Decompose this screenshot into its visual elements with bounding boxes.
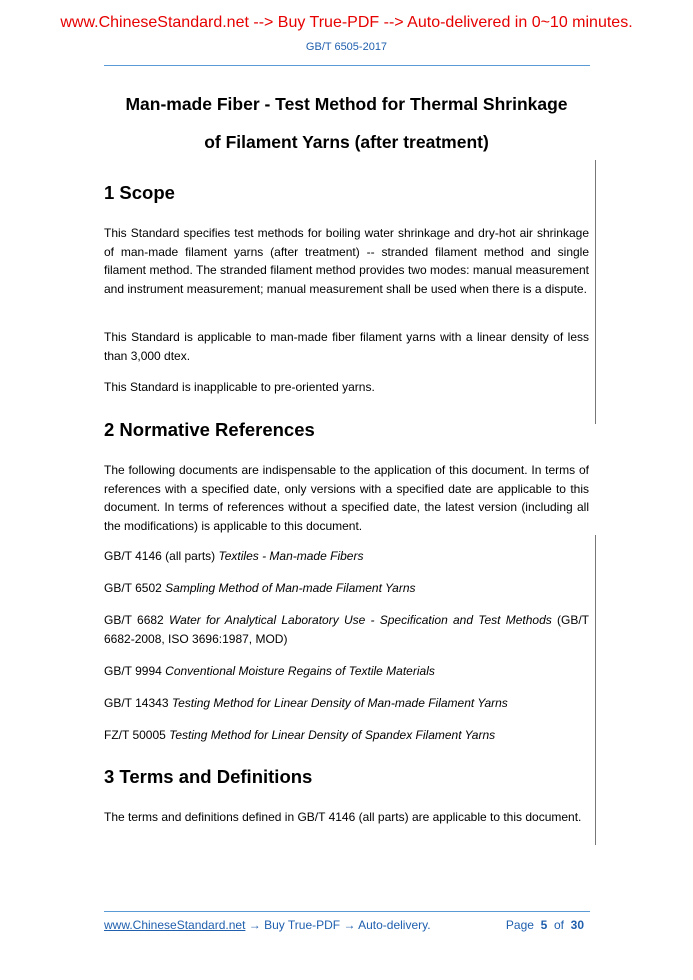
footer-rule bbox=[104, 911, 590, 912]
footer-site-link[interactable]: www.ChineseStandard.net bbox=[104, 918, 246, 932]
reference-item bbox=[104, 662, 589, 681]
section-heading-normative-references: 2 Normative References bbox=[104, 419, 315, 440]
header-rule bbox=[104, 65, 590, 66]
reference-item bbox=[104, 547, 589, 566]
reference-title: Sampling Method of Man-made Filament Yarns bbox=[165, 581, 416, 595]
reference-code: GB/T 9994 bbox=[104, 664, 162, 678]
reference-item bbox=[104, 579, 589, 598]
page-total: 30 bbox=[570, 918, 584, 932]
top-banner[interactable]: www.ChineseStandard.net --> Buy True-PDF --> Auto-delivered in 0~10 minutes. bbox=[60, 14, 633, 31]
section-heading-scope: 1 Scope bbox=[104, 182, 175, 203]
page-current: 5 bbox=[540, 918, 548, 932]
footer bbox=[104, 918, 590, 932]
reference-title: Conventional Moisture Regains of Textile Materials bbox=[165, 664, 435, 678]
scope-paragraph-3: This Standard is inapplicable to pre-oriented yarns. bbox=[104, 380, 375, 394]
revision-bar bbox=[595, 160, 596, 424]
scope-paragraph-2: This Standard is applicable to man-made fiber filament yarns with a linear density of less than 3,000 dtex. bbox=[104, 330, 589, 363]
document-title-line1: Man-made Fiber - Test Method for Thermal Shrinkage bbox=[125, 94, 568, 114]
footer-text: → Buy True-PDF → Auto-delivery. bbox=[245, 918, 431, 932]
page-label: Page bbox=[505, 918, 534, 932]
reference-title: Testing Method for Linear Density of Man-made Filament Yarns bbox=[171, 696, 508, 710]
page-indicator bbox=[506, 918, 584, 932]
references-intro: The following documents are indispensable to the application of this document. In terms of references with a specified date, only versions with a specified date are applicable to this document. In terms of references without a specified date, the latest version (including all the modifications) is applicable to this document. bbox=[104, 463, 589, 533]
reference-item bbox=[104, 611, 589, 648]
reference-title: Water for Analytical Laboratory Use - Specification and Test Methods bbox=[168, 613, 552, 627]
reference-title: Testing Method for Linear Density of Spandex Filament Yarns bbox=[169, 728, 496, 742]
reference-code: GB/T 4146 (all parts) bbox=[104, 549, 216, 563]
revision-bar bbox=[595, 535, 596, 845]
terms-paragraph: The terms and definitions defined in GB/T 4146 (all parts) are applicable to this document. bbox=[104, 810, 582, 824]
document-title-line2: of Filament Yarns (after treatment) bbox=[204, 132, 489, 152]
reference-item bbox=[104, 726, 589, 745]
scope-paragraph-1: This Standard specifies test methods for boiling water shrinkage and dry-hot air shrinkage of man-made filament yarns (after treatment) -- stranded filament method and single filament method. The stranded filament method provides two modes: manual measurement and instrument measurement; manual measurement shall be used when there is a dispute. bbox=[104, 226, 589, 296]
page-of: of bbox=[553, 918, 564, 932]
reference-code: GB/T 6682 bbox=[104, 613, 164, 627]
reference-code: GB/T 14343 bbox=[104, 696, 169, 710]
reference-title: Textiles - Man-made Fibers bbox=[218, 549, 364, 563]
standard-code: GB/T 6505-2017 bbox=[305, 41, 388, 53]
reference-item bbox=[104, 694, 589, 713]
reference-code: GB/T 6502 bbox=[104, 581, 162, 595]
reference-code: FZ/T 50005 bbox=[104, 728, 166, 742]
section-heading-terms-and-definitions: 3 Terms and Definitions bbox=[104, 766, 313, 787]
reference-suffix: (GB/T 6682-2008, ISO 3696:1987, MOD) bbox=[104, 613, 589, 646]
